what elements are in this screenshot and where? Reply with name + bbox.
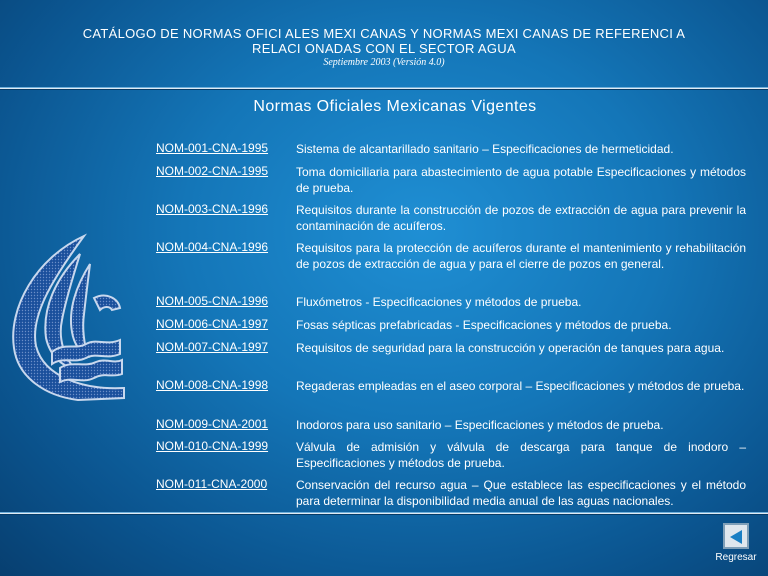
norma-link[interactable]: NOM-010-CNA-1999 (156, 439, 269, 453)
norma-description: Regaderas empleadas en el aseo corporal – Especificaciones y métodos de prueba. (296, 379, 745, 393)
top-divider (0, 87, 768, 90)
back-button-label: Regresar (715, 552, 757, 563)
norma-description: Válvula de admisión y válvula de descarga para tanque de inodoro – Especificaciones y métodos de prueba. (296, 440, 746, 470)
header (0, 26, 768, 68)
norma-description: Fluxómetros - Especificaciones y métodos de prueba. (296, 295, 582, 309)
norma-description: Requisitos de seguridad para la construcción y operación de tanques para agua. (296, 341, 725, 355)
catalog-title-line-1: CATÁLOGO DE NORMAS OFICI ALES MEXI CANAS Y NORMAS MEXI CANAS DE REFERENCI A (82, 26, 686, 41)
bottom-divider (0, 512, 768, 515)
norma-link[interactable]: NOM-003-CNA-1996 (156, 202, 269, 216)
norma-link[interactable]: NOM-005-CNA-1996 (156, 294, 269, 308)
norma-link[interactable]: NOM-006-CNA-1997 (156, 317, 269, 331)
norma-link[interactable]: NOM-004-CNA-1996 (156, 240, 269, 254)
norma-description: Requisitos para la protección de acuíferos durante el mantenimiento y rehabilitación de pozos de extracción de agua y para el cierre de pozos en general. (296, 241, 746, 271)
norma-description: Fosas sépticas prefabricadas - Especificaciones y métodos de prueba. (296, 318, 672, 332)
norma-link[interactable]: NOM-011-CNA-2000 (156, 477, 268, 491)
catalog-subtitle: Septiembre 2003 (Versión 4.0) (323, 57, 445, 68)
norma-link[interactable]: NOM-001-CNA-1995 (156, 141, 269, 155)
catalog-title-line-2: RELACI ONADAS CON EL SECTOR AGUA (252, 41, 516, 56)
back-button[interactable] (712, 523, 760, 563)
back-arrow-icon[interactable] (723, 523, 749, 549)
norma-description: Requisitos durante la construcción de pozos de extracción de agua para prevenir la contaminación de acuíferos. (296, 203, 746, 233)
section-title: Normas Oficiales Mexicanas Vigentes (253, 98, 537, 115)
norma-link[interactable]: NOM-009-CNA-2001 (156, 417, 269, 431)
norma-description: Toma domiciliaria para abastecimiento de agua potable Especificaciones y métodos de prueba. (296, 165, 746, 195)
cna-eagle-logo-icon (6, 228, 126, 404)
norma-link[interactable]: NOM-007-CNA-1997 (156, 340, 269, 354)
norma-description: Sistema de alcantarillado sanitario – Especificaciones de hermeticidad. (296, 142, 674, 156)
norma-link[interactable]: NOM-002-CNA-1995 (156, 164, 269, 178)
norma-description: Conservación del recurso agua – Que establece las especificaciones y el método para determinar la disponibilidad media anual de las aguas nacionales. (296, 478, 746, 508)
norma-description: Inodoros para uso sanitario – Especificaciones y métodos de prueba. (296, 418, 664, 432)
norma-link[interactable]: NOM-008-CNA-1998 (156, 378, 269, 392)
